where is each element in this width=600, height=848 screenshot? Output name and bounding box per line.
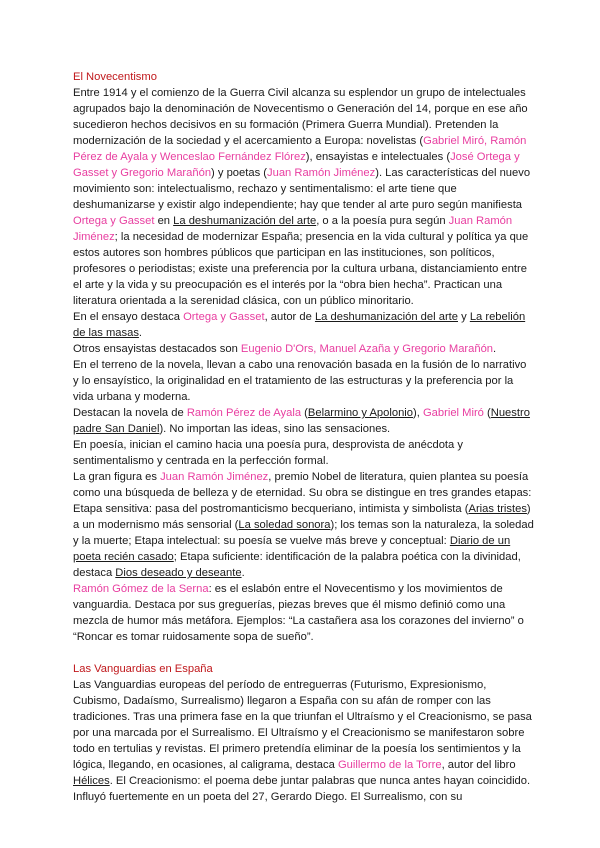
text-run: Destacan la novela de — [73, 407, 187, 419]
underlined-title: La deshumanización del arte — [314, 311, 458, 323]
text-run: En el terreno de la novela, llevan a cabo una renovación basada en la fusión de lo narrativo y lo ensayístico, la originalidad en el tratamiento de las estructuras y la preferencia por la vida urbana y moderna. — [73, 359, 527, 403]
highlighted-name: José Ortega y Gasset y Gregorio Marañón — [73, 151, 520, 179]
section-heading: Las Vanguardias en España — [73, 663, 213, 675]
text-run: , autor del libro — [441, 759, 516, 771]
text-run: ; la necesidad de modernizar España; presencia en la vida cultural y política ya que estos autores son hombres públicos que participan en las instituciones, son políticos, profesores o periodistas; existe una preferencia por la cultura urbana, distanciamiento entre el arte y la vida y su preocupación es el interés por la “obra bien hecha”. Practican una literatura orientada a la serenidad clásica, con un público minoritario. — [73, 231, 529, 307]
text-run: : es el eslabón entre el Novecentismo y los movimientos de vanguardia. Destaca por sus greguerías, piezas breves que él mismo definió como una mezcla de humor más metáfora. Ejemplos: “La castañera asa los corazones del invierno” o “Roncar es tomar ruidosamente sopa de sueño”. — [73, 583, 524, 643]
section-spacer — [73, 645, 535, 661]
text-run: ) y poetas ( — [211, 167, 268, 179]
text-run: Otros ensayistas destacados son — [73, 343, 241, 355]
text-run: ; Etapa suficiente: identificación de la palabra poética con la divinidad, destaca — [73, 551, 521, 579]
highlighted-name: Ortega y Gasset — [183, 311, 265, 323]
paragraph — [73, 85, 535, 309]
underlined-title: Hélices — [73, 775, 110, 787]
text-run: . — [138, 327, 143, 339]
highlighted-name: Juan Ramón Jiménez — [160, 471, 269, 483]
text-run: En poesía, inician el camino hacia una poesía pura, desprovista de anécdota y sentimentalismo y centrada en la perfección formal. — [73, 439, 463, 467]
paragraph — [73, 357, 535, 405]
text-run: ( — [483, 407, 491, 419]
highlighted-name: Guillermo de la Torre — [337, 759, 442, 771]
text-run: En el ensayo destaca — [73, 311, 184, 323]
highlighted-name: Gabriel Miró — [422, 407, 484, 419]
underlined-title: Dios deseado y deseante — [115, 567, 242, 579]
highlighted-name: Ramón Gómez de la Serna — [73, 583, 209, 595]
underlined-title: Nuestro padre San Daniel — [73, 407, 530, 435]
underlined-title: Belarmino y Apolonio — [307, 407, 414, 419]
text-run: ); los temas son la naturaleza, la soledad y la muerte; Etapa intelectual: su poesía se vuelve más breve y conceptual: — [73, 519, 534, 547]
text-run: ), — [413, 407, 423, 419]
highlighted-name: Gabriel Miró, Ramón Pérez de Ayala y Wenceslao Fernández Flórez — [73, 135, 527, 163]
text-run: , premio Nobel de literatura, quien plantea su poesía como una búsqueda de belleza y de eternidad. Su obra se distingue en tres grandes etapas: Etapa sensitiva: pasa del postromanticismo becqueriano, intimista y simbolista ( — [73, 471, 532, 515]
paragraph — [73, 581, 535, 645]
paragraph — [73, 405, 535, 437]
paragraph — [73, 437, 535, 469]
document-page — [73, 69, 535, 805]
text-run: , autor de — [264, 311, 315, 323]
highlighted-name: Ortega y Gasset — [73, 215, 155, 227]
text-run: ). Las características del nuevo movimiento son: intelectualismo, rechazo y sentimentalismo: el arte tiene que deshumanizarse y existir algo independiente; hay que tender al arte puro según manifiesta — [73, 167, 531, 211]
highlighted-name: Juan Ramón Jiménez — [267, 167, 376, 179]
text-run: Las Vanguardias europeas del período de entreguerras (Futurismo, Expresionismo, Cubismo, Dadaísmo, Surrealismo) llegaron a España con su afán de romper con las tradiciones. Tras una primera fase en la que triunfan el Ultraísmo y el Creacionismo, se pasa por una marcada por el Surrealismo. El Ultraísmo y el Creacionismo se manifestaron sobre todo en tertulias y revistas. El primero pretendía eliminar de la poesía los sentimientos y la lógica, llegando, en ocasiones, al caligrama, destaca — [73, 679, 532, 771]
paragraph — [73, 469, 535, 581]
text-run: en — [154, 215, 174, 227]
text-run: ), ensayistas e intelectuales ( — [305, 151, 451, 163]
highlighted-name: Eugenio D'Ors, Manuel Azaña y Gregorio Marañón — [240, 343, 494, 355]
paragraph — [73, 677, 535, 805]
text-run: , o a la poesía pura según — [316, 215, 449, 227]
text-run: Entre 1914 y el comienzo de la Guerra Civil alcanza su esplendor un grupo de intelectuales agrupados bajo la denominación de Novecentismo o Generación del 14, porque en ese año sucedieron hechos decisivos en su formación (Primera Guerra Mundial). Pretenden la modernización de la sociedad y el acercamiento a Europa: novelistas ( — [73, 87, 528, 147]
text-run: . — [241, 567, 245, 579]
text-run: y — [458, 311, 470, 323]
paragraph — [73, 341, 535, 357]
underlined-title: La soledad sonora — [238, 519, 331, 531]
text-run: ( — [301, 407, 308, 419]
text-run: . El Creacionismo: el poema debe juntar palabras que nunca antes hayan coincidido. Influyó fuertemente en un poeta del 27, Gerardo Diego. El Surrealismo, con su — [73, 775, 531, 803]
underlined-title: Diario de un poeta recién casado — [73, 535, 511, 563]
text-run: . — [493, 343, 497, 355]
text-run: ). No importan las ideas, sino las sensaciones. — [159, 423, 391, 435]
highlighted-name: Juan Ramón Jiménez — [73, 215, 513, 243]
paragraph — [73, 309, 535, 341]
underlined-title: La rebelión de las masas — [73, 311, 526, 339]
underlined-title: Arias tristes — [468, 503, 527, 515]
text-run: La gran figura es — [73, 471, 161, 483]
underlined-title: La deshumanización del arte — [173, 215, 317, 227]
section-heading: El Novecentismo — [73, 71, 157, 83]
highlighted-name: Ramón Pérez de Ayala — [186, 407, 302, 419]
text-run: ) a un modernismo más sensorial ( — [73, 503, 531, 531]
